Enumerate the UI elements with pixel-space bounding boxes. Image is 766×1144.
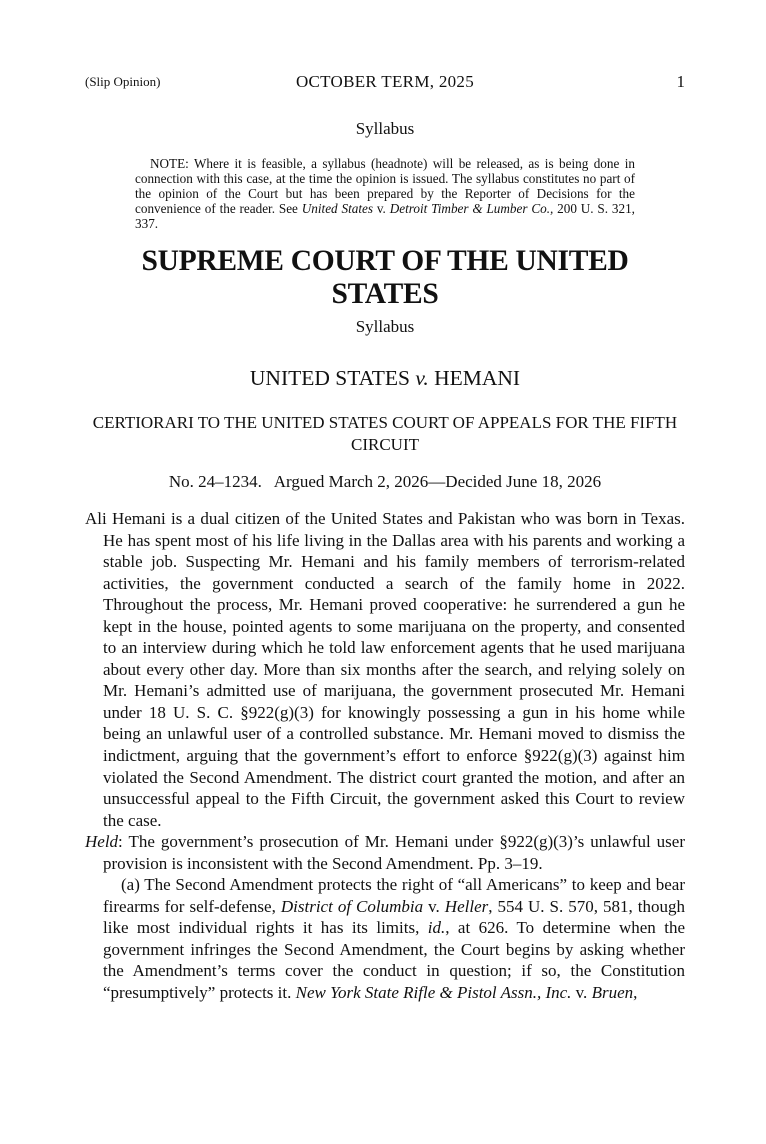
slip-opinion-label: (Slip Opinion) xyxy=(85,74,161,89)
facts-paragraph: Ali Hemani is a dual citizen of the United States and Pakistan who was born in Texas. He has spent most of his life living in the Dallas area with his parents and working a stable job. Suspecting Mr. Hemani and his family members of terrorism-related activities, the government conducted a search of the family home in 2022. Throughout the process, Mr. Hemani proved cooperative: he surrendered a gun he kept in the house, pointed agents to some marijuana on the property, and consented to an interview during which he told law enforcement agents that he used marijuana about every other day. More than six months after the search, and relying solely on Mr. Hemani’s admitted use of marijuana, the government prosecuted Mr. Hemani under 18 U. S. C. §922(g)(3) for knowingly possessing a gun in his home while being an unlawful user of a controlled substance. Mr. Hemani moved to dismiss the indictment, arguing that the government’s effort to enforce §922(g)(3) against him violated the Second Amendment. The district court granted the motion, and after an unsuccessful appeal to the Fifth Circuit, the government asked this Court to review the case. xyxy=(85,509,685,830)
id-citation: id. xyxy=(427,918,446,938)
caption-party-1: UNITED STATES xyxy=(249,366,416,390)
page-header xyxy=(85,72,685,92)
versus-1: v. xyxy=(423,896,445,916)
docket-line: No. 24–1234. Argued March 2, 2026—Decided June 18, 2026 xyxy=(168,472,602,491)
caption-party-2: HEMANI xyxy=(428,366,521,390)
case-name-heller-2: Heller xyxy=(444,896,489,916)
held-label: Held xyxy=(85,832,119,852)
part-a-paragraph xyxy=(85,874,685,1003)
case-name-bruen-2: Bruen xyxy=(591,983,634,1003)
term-label: OCTOBER TERM, 2025 xyxy=(295,72,475,91)
court-name: SUPREME COURT OF THE UNITED STATES xyxy=(141,245,629,310)
case-name-bruen-1: New York State Rifle & Pistol Assn., Inc. xyxy=(295,983,572,1003)
syllabus-body xyxy=(85,508,685,1004)
note-citation: 200 U. S. 321, 337. xyxy=(135,201,635,231)
note-versus: v. xyxy=(372,201,390,216)
syllabus-heading: Syllabus xyxy=(355,317,415,336)
part-a-text-3: , at 626. To determine when the government infringes the Second Amendment, the Court begins by asking whether the Amendment’s terms cover the conduct in question; if so, the Constitution “presumptively” protects it. xyxy=(103,918,685,1003)
part-a-text-4: , xyxy=(633,983,638,1003)
part-a-text-2: , 554 U. S. 570, 581, though like most individual rights it has its limits, xyxy=(103,896,685,938)
versus-2: v. xyxy=(571,983,592,1003)
case-caption xyxy=(85,366,685,391)
certiorari-heading: CERTIORARI TO THE UNITED STATES COURT OF APPEALS FOR THE FIFTH CIRCUIT xyxy=(92,413,678,454)
syllabus-heading-top: Syllabus xyxy=(355,119,415,138)
part-a-text-1: (a) The Second Amendment protects the right of “all Americans” to keep and bear firearms for self-defense, xyxy=(103,875,685,916)
note-case-name-2: Detroit Timber & Lumber Co., xyxy=(389,201,554,216)
caption-versus: v. xyxy=(415,366,429,390)
page-number: 1 xyxy=(676,72,685,91)
held-paragraph xyxy=(85,831,685,874)
reporter-note xyxy=(135,156,635,231)
note-case-name: United States xyxy=(301,201,373,216)
note-text: NOTE: Where it is feasible, a syllabus (headnote) will be released, as is being done in connection with this case, at the time the opinion is issued. The syllabus constitutes no part of the opinion of the Court but has been prepared by the Reporter of Decisions for the convenience of the reader. See xyxy=(135,156,635,216)
held-text: : The government’s prosecution of Mr. Hemani under §922(g)(3)’s unlawful user provision is inconsistent with the Second Amendment. Pp. 3–19. xyxy=(103,832,685,873)
case-name-heller-1: District of Columbia xyxy=(280,896,424,916)
